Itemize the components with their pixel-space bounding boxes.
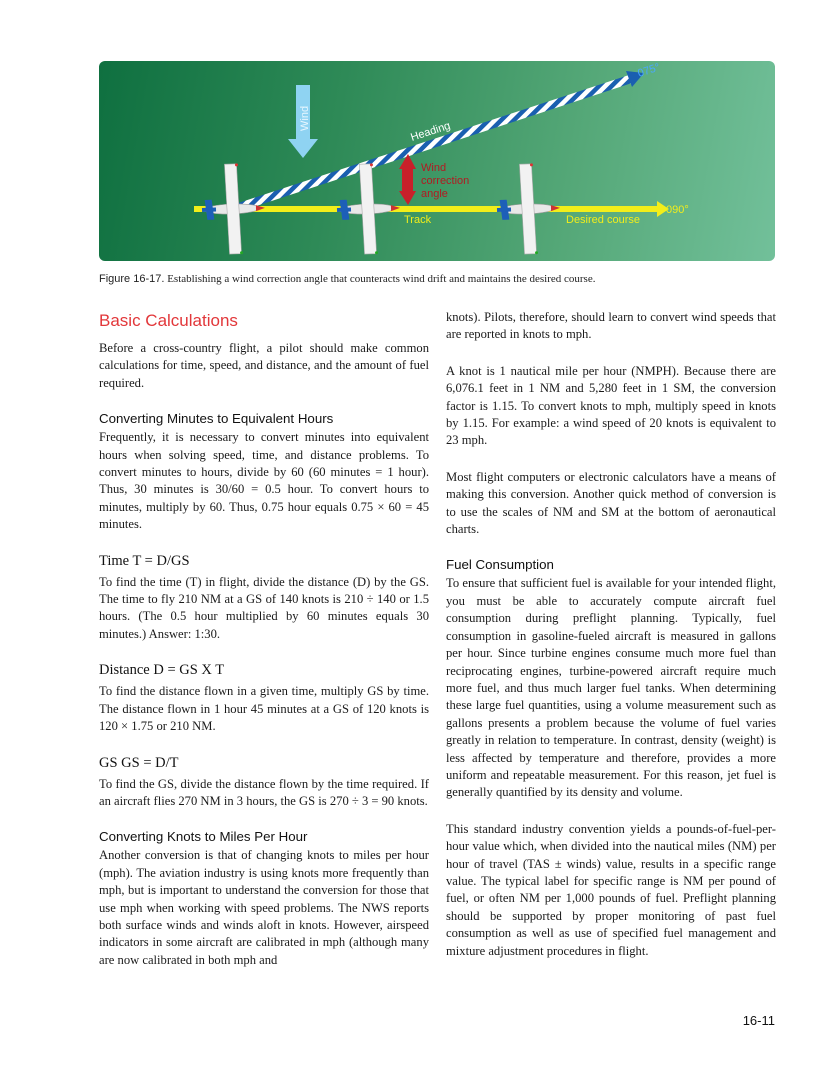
knot-definition-paragraph: A knot is 1 nautical mile per hour (NMPH). Because there are 6,076.1 feet in 1 NM and 5,280 feet in 1 SM, the conversion factor is 1.15. To convert knots to mph, multiply speed in knots by 1.15. For example: a wind speed of 20 knots is equivalent to 23 mph. bbox=[446, 363, 776, 448]
wind-correction-angle-arrow bbox=[399, 154, 416, 205]
subheading-groundspeed-formula: GS GS = D/T bbox=[99, 754, 179, 771]
figure-number: Figure 16-17. bbox=[99, 273, 165, 285]
figure-caption-text: Establishing a wind correction angle that counteracts wind drift and maintains the desired course. bbox=[164, 273, 596, 285]
desired-course-label: Desired course bbox=[566, 214, 640, 226]
fuel-consumption-paragraph: To ensure that sufficient fuel is available for your intended flight, you must be able to accurately compute aircraft fuel consumption during preflight planning. Typically, fuel consumption in gasoline-fueled aircraft is measured in gallons per hour. Since turbine engines consume much more fuel than reciprocating engines, turbine-powered aircraft require much more fuel, and thus much larger fuel tanks. When determining these large fuel quantities, using a volume measurement such as gallons presents a problem because the volume of fuel varies greatly in relation to temperature. In contrast, density (weight) is less affected by temperature and therefore, provides a more uniform and repeatable measurement. For this reason, jet fuel is generally quantified by its density and volume. bbox=[446, 576, 776, 800]
subheading-converting-minutes: Converting Minutes to Equivalent Hours bbox=[99, 411, 334, 427]
industry-convention-paragraph: This standard industry convention yields a pounds-of-fuel-per-hour value which, when divided into the nautical miles (NM) per hour of travel (TAS ± winds) value, results in a specific range value. The typical label for specific range is NM per pound of fuel, or often NM per 1,000 pounds of fuel. Preflight planning should be supported by proper monitoring of past fuel consumption as well as use of specified fuel management and mixture adjustment procedures in flight. bbox=[446, 821, 776, 958]
distance-paragraph: To find the distance flown in a given time, multiply GS by time. The distance flown in 1 hour 45 minutes at a GS of 120 knots is 120 × 1.75 or 210 NM. bbox=[99, 684, 429, 734]
right-column bbox=[446, 309, 776, 979]
intro-paragraph: Before a cross-country flight, a pilot should make common calculations for time, speed, and distance, and the amount of fuel required. bbox=[99, 341, 429, 390]
minutes-paragraph: Frequently, it is necessary to convert minutes into equivalent hours when solving speed, time, and distance problems. To convert minutes to hours, divide by 60 (60 minutes = 1 hour). Thus, 30 minutes is 30/60 = 0.5 hour. To convert hours to minutes, multiply by 60. Thus, 0.75 hour equals 0.75 × 60 = 45 minutes. bbox=[99, 430, 429, 532]
wind-correction-diagram bbox=[99, 61, 775, 261]
subheading-fuel-consumption: Fuel Consumption bbox=[446, 557, 554, 573]
page-number: 16-11 bbox=[742, 1013, 775, 1028]
wca-label-line1: Wind bbox=[421, 162, 447, 174]
knots-paragraph: Another conversion is that of changing knots to miles per hour (mph). The aviation industry is using knots more frequently than mph, but is important to understand the conversion for those that use mph when working with speed problems. The NWS reports both surface winds and winds aloft in knots. However, airspeed indicators in some aircraft are calibrated in mph (although many are now calibrated in both mph and bbox=[99, 848, 429, 967]
heading-label: Heading bbox=[409, 119, 452, 144]
subheading-time-formula: Time T = D/GS bbox=[99, 552, 190, 569]
heading-degree-label: 075° bbox=[636, 61, 662, 80]
flight-computers-paragraph: Most flight computers or electronic calculators have a means of making this conversion. Another quick method of conversion is to use the scales of NM and SM at the bottom of aeronautical charts. bbox=[446, 469, 776, 537]
course-degree-label: 090° bbox=[666, 204, 689, 216]
wind-label: Wind bbox=[299, 105, 311, 131]
wca-label-line3: angle bbox=[421, 188, 448, 200]
section-heading-basic-calculations: Basic Calculations bbox=[99, 311, 238, 330]
wca-label-line2: correction bbox=[421, 175, 470, 187]
figure-caption bbox=[99, 273, 775, 285]
knots-continued-paragraph: knots). Pilots, therefore, should learn to convert wind speeds that are reported in knots to mph. bbox=[446, 310, 776, 342]
subheading-knots-to-mph: Converting Knots to Miles Per Hour bbox=[99, 829, 308, 845]
groundspeed-paragraph: To find the GS, divide the distance flown by the time required. If an aircraft flies 270 NM in 3 hours, the GS is 270 ÷ 3 = 90 knots. bbox=[99, 776, 429, 808]
track-label: Track bbox=[404, 214, 432, 226]
left-column bbox=[99, 309, 429, 988]
airplane-icon bbox=[495, 162, 561, 255]
time-paragraph: To find the time (T) in flight, divide the distance (D) by the GS. The time to fly 210 NM at a GS of 140 knots is 210 ÷ 140 or 1.5 hours. (The 0.5 hour multiplied by 60 minutes equals 30 minutes.) Answer: 1:30. bbox=[99, 574, 429, 641]
subheading-distance-formula: Distance D = GS X T bbox=[99, 662, 225, 679]
airplane-icon bbox=[200, 162, 266, 255]
wind-correction-figure bbox=[99, 61, 775, 261]
